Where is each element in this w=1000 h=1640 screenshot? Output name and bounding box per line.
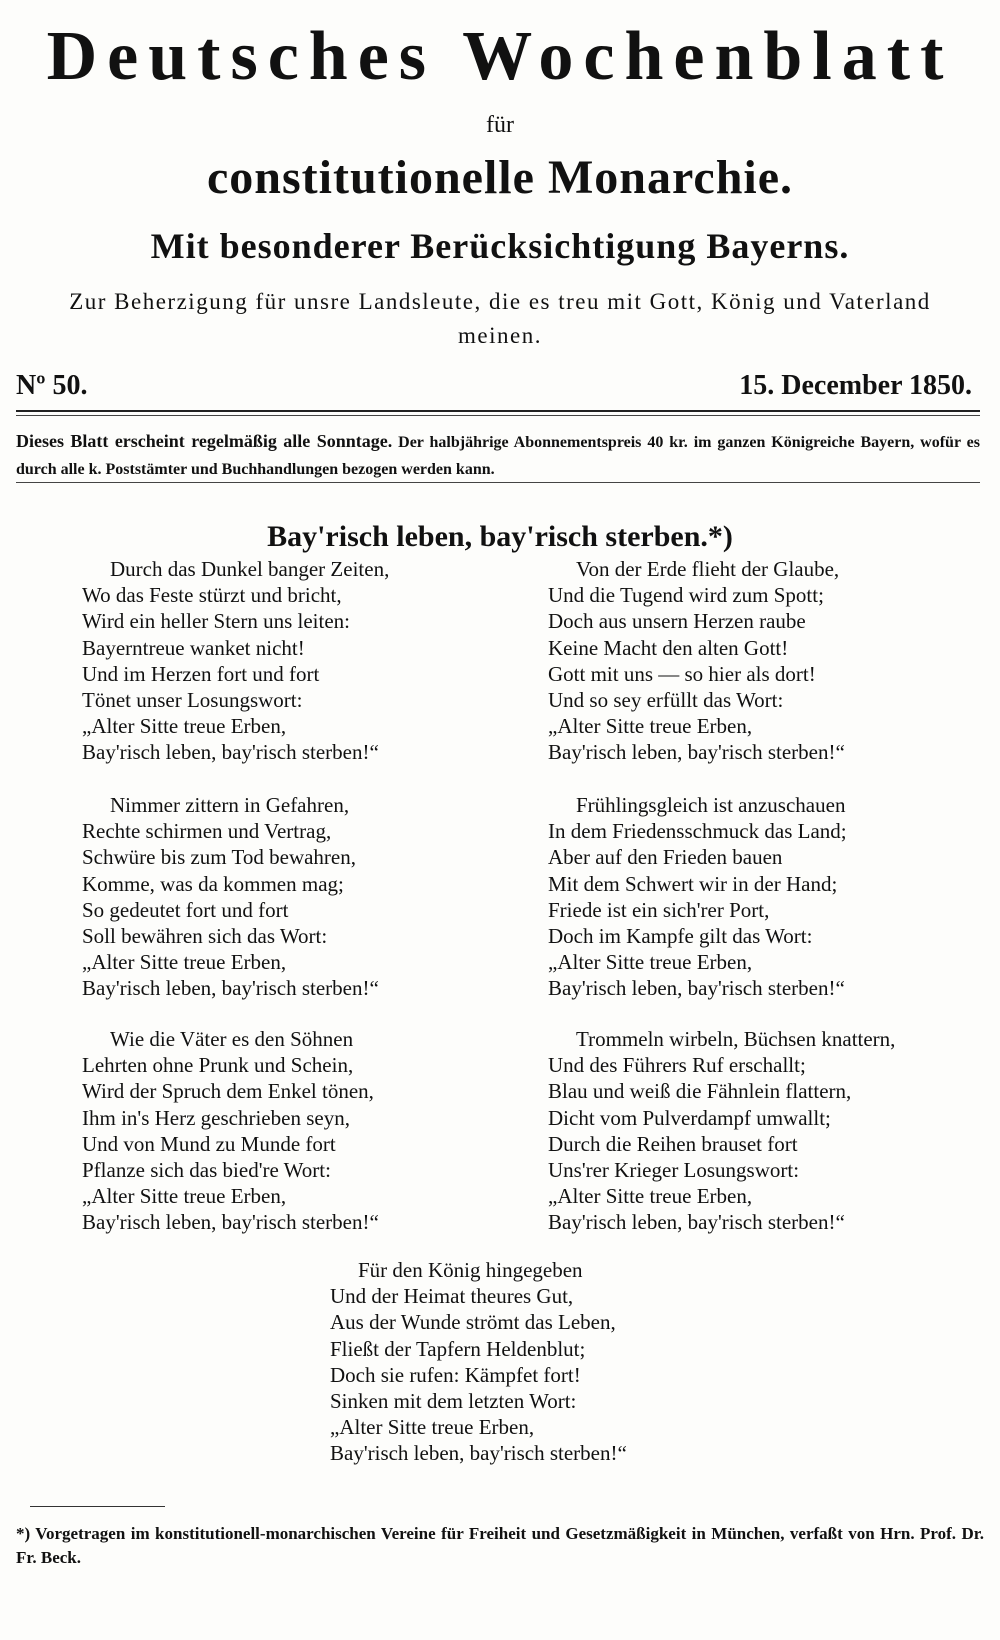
poem-line: Bayerntreue wanket nicht! (82, 635, 305, 660)
poem-line: Frühlingsgleich ist anzuschauen (576, 793, 846, 817)
poem-line: Tönet unser Losungswort: (82, 688, 303, 713)
poem-line: Soll bewähren sich das Wort: (82, 924, 328, 949)
poem-line: Blau und weiß die Fähnlein flattern, (548, 1079, 852, 1104)
poem-line: Bay'risch leben, bay'risch sterben!“ (548, 740, 845, 765)
notice-rest: Der halbjährige Abonnementspreis 40 kr. im ganzen Königreiche Bayern, wofür es durch alle k. Poststämter und Buchhandlungen bezogen werden kann. (16, 434, 981, 478)
poem-line: „Alter Sitte treue Erben, (82, 950, 287, 975)
poem-line: Bay'risch leben, bay'risch sterben!“ (82, 976, 379, 1001)
poem-line: Aber auf den Frieden bauen (548, 845, 783, 870)
header-divider-top-thin (16, 415, 980, 416)
poem-line: Bay'risch leben, bay'risch sterben!“ (330, 1441, 627, 1466)
poem-line: Lehrten ohne Prunk und Schein, (82, 1053, 354, 1078)
poem-stanza (548, 792, 847, 1002)
poem-line: Und von Mund zu Munde fort (82, 1131, 336, 1156)
poem-line: Aus der Wunde strömt das Leben, (330, 1310, 616, 1335)
footnote-divider (30, 1506, 165, 1507)
poem-stanza (548, 556, 845, 766)
poem-line: Nimmer zittern in Gefahren, (110, 793, 350, 817)
poem-line: Schwüre bis zum Tod bewahren, (82, 845, 356, 870)
poem-stanza (82, 792, 379, 1002)
poem-line: Sinken mit dem letzten Wort: (330, 1389, 577, 1414)
poem-line: So gedeutet fort und fort (82, 897, 289, 922)
poem-line: Und die Tugend wird zum Spott; (548, 583, 824, 608)
poem-stanza (82, 556, 389, 766)
poem-line: In dem Friedensschmuck das Land; (548, 819, 847, 844)
masthead-subtitle-bavaria: Mit besonderer Berücksichtigung Bayerns. (150, 226, 850, 266)
poem-line: Bay'risch leben, bay'risch sterben!“ (548, 976, 845, 1001)
poem-stanza (330, 1257, 627, 1467)
poem-line: Friede ist ein sich'rer Port, (548, 897, 770, 922)
poem-line: Und im Herzen fort und fort (82, 661, 320, 686)
poem-stanza (82, 1026, 379, 1236)
header-divider-bottom (16, 482, 980, 483)
poem-line: „Alter Sitte treue Erben, (548, 1184, 753, 1209)
poem-line: Durch die Reihen brauset fort (548, 1131, 798, 1156)
poem-line: Doch aus unsern Herzen raube (548, 609, 806, 634)
poem-line: Fließt der Tapfern Heldenblut; (330, 1336, 586, 1361)
header-divider-top (16, 410, 980, 412)
poem-line: „Alter Sitte treue Erben, (548, 950, 753, 975)
poem-title: Bay'risch leben, bay'risch sterben.*) (267, 520, 733, 553)
poem-line: Ihm in's Herz geschrieben seyn, (82, 1105, 350, 1130)
poem-line: Wie die Väter es den Söhnen (110, 1027, 354, 1051)
poem-line: Bay'risch leben, bay'risch sterben!“ (82, 740, 379, 765)
poem-line: Bay'risch leben, bay'risch sterben!“ (82, 1210, 379, 1235)
poem-line: Und der Heimat theures Gut, (330, 1284, 574, 1309)
poem-line: Für den König hingegeben (358, 1258, 583, 1282)
poem-line: „Alter Sitte treue Erben, (82, 714, 287, 739)
notice-lead: Dieses Blatt erscheint regelmäßig alle Sonntage. (16, 431, 393, 451)
masthead-title: Deutsches Wochenblatt (46, 18, 954, 95)
poem-line: Uns'rer Krieger Losungswort: (548, 1158, 800, 1183)
masthead-subtitle: constitutionelle Monarchie. (206, 151, 794, 204)
poem-line: Durch das Dunkel banger Zeiten, (110, 557, 390, 581)
issue-date: 15. December 1850. (739, 370, 972, 401)
poem-line: Gott mit uns — so hier als dort! (548, 661, 816, 686)
poem-line: Und des Führers Ruf erschallt; (548, 1053, 806, 1078)
subscription-notice (16, 428, 980, 483)
poem-line: „Alter Sitte treue Erben, (548, 714, 753, 739)
masthead-motto: Zur Beherzigung für unsre Landsleute, die es treu mit Gott, König und Vaterland meinen. (69, 289, 931, 348)
poem-line: Wird ein heller Stern uns leiten: (82, 609, 350, 634)
poem-line: Dicht vom Pulverdampf umwallt; (548, 1105, 831, 1130)
poem-line: Wo das Feste stürzt und bricht, (82, 583, 342, 608)
poem-line: Pflanze sich das bied're Wort: (82, 1158, 331, 1183)
poem-line: Mit dem Schwert wir in der Hand; (548, 871, 838, 896)
poem-line: „Alter Sitte treue Erben, (82, 1184, 287, 1209)
poem-stanza (548, 1026, 895, 1236)
poem-line: Trommeln wirbeln, Büchsen knattern, (576, 1027, 896, 1051)
poem-line: Wird der Spruch dem Enkel tönen, (82, 1079, 374, 1104)
poem-line: Keine Macht den alten Gott! (548, 635, 789, 660)
poem-line: Doch im Kampfe gilt das Wort: (548, 924, 813, 949)
poem-line: Doch sie rufen: Kämpfet fort! (330, 1362, 581, 1387)
poem-line: Und so sey erfüllt das Wort: (548, 688, 784, 713)
poem-line: Von der Erde flieht der Glaube, (576, 557, 840, 581)
issue-number: Nº 50. (16, 370, 88, 401)
poem-line: „Alter Sitte treue Erben, (330, 1415, 535, 1440)
footnote: *) Vorgetragen im konstitutionell-monarchischen Vereine für Freiheit und Gesetzmäßigkeit in München, verfaßt von Hrn. Prof. Dr. Fr. Beck. (16, 1524, 984, 1567)
poem-line: Bay'risch leben, bay'risch sterben!“ (548, 1210, 845, 1235)
poem-line: Rechte schirmen und Vertrag, (82, 819, 332, 844)
poem-line: Komme, was da kommen mag; (82, 871, 344, 896)
masthead-fuer: für (486, 112, 514, 138)
